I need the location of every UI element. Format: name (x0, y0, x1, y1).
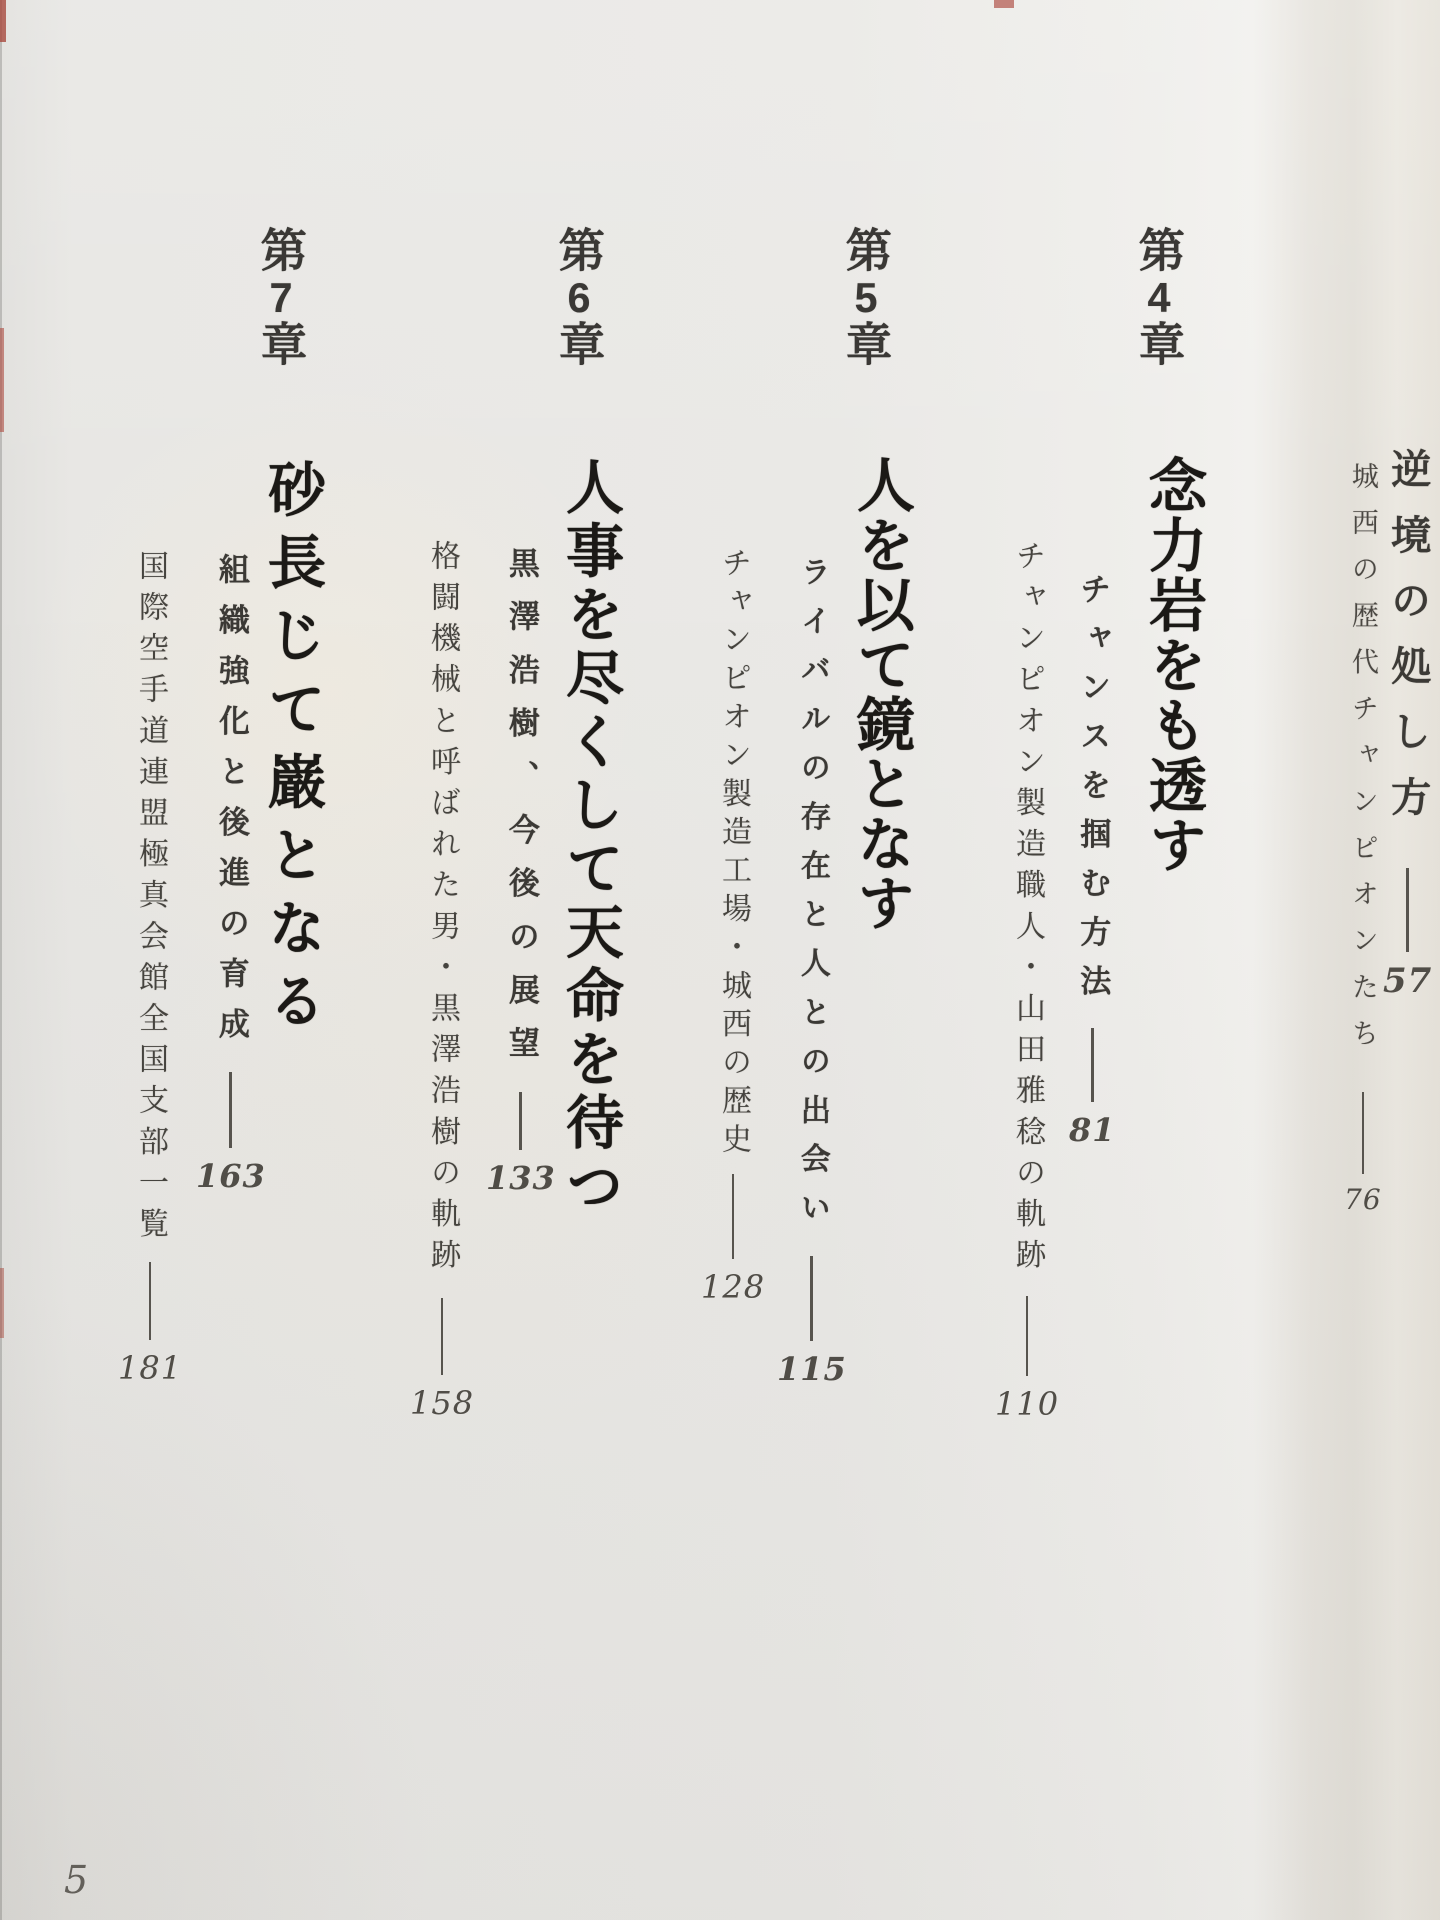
photo-edge-mark (994, 0, 1014, 8)
toc-item-page: 128 (701, 1268, 766, 1307)
leader-line (441, 1298, 443, 1375)
chapter-4-header (1133, 226, 1185, 373)
toc-item (196, 553, 266, 1194)
toc-item-page: 115 (777, 1349, 847, 1388)
toc-item (777, 556, 847, 1387)
leader-line (810, 1256, 813, 1341)
chapter-5-header (840, 226, 892, 373)
toc-item (1069, 573, 1116, 1148)
toc-item-page: 81 (1069, 1110, 1116, 1149)
leader-line (1406, 868, 1409, 952)
chapter-7-header (255, 226, 307, 373)
toc-item-page: 158 (410, 1383, 475, 1422)
toc-item-title: ライバルの存在と人との出会い (795, 556, 829, 1241)
toc-item-page: 57 (1383, 960, 1433, 1001)
toc-item (118, 550, 182, 1386)
toc-item-title: チャンピオン製造工場・城西の歴史 (717, 547, 751, 1162)
toc-item-page: 76 (1344, 1182, 1382, 1216)
toc-item-title: 国際空手道連盟極真会館全国支部一覧 (134, 550, 168, 1249)
chapter-number: 6 (567, 275, 591, 322)
photo-edge-mark (0, 328, 4, 432)
chapter-label-suffix: 章 (255, 319, 307, 373)
leader-line (1026, 1296, 1028, 1376)
toc-item-title: 格闘機械と呼ばれた男・黒澤浩樹の軌跡 (426, 540, 460, 1280)
leader-line (149, 1262, 151, 1340)
toc-item-title: 組織強化と後進の育成 (213, 553, 249, 1059)
photo-edge-mark (0, 0, 6, 42)
chapter-6-header (553, 226, 605, 373)
toc-item-page: 110 (995, 1384, 1060, 1423)
leader-line (519, 1092, 522, 1150)
toc-item-title: 城西の歴代チャンピオンたち (1347, 462, 1378, 1066)
leader-line (229, 1072, 232, 1148)
leader-line (1362, 1092, 1364, 1174)
chapter-4-title: 念力岩をも透す (1140, 455, 1205, 876)
chapter-5-title: 人を以て鏡となす (848, 455, 913, 933)
toc-item (486, 547, 556, 1196)
toc-item-page: 133 (486, 1159, 556, 1198)
toc-continued-item (1344, 462, 1382, 1216)
folio-page-number: 5 (64, 1858, 89, 1902)
chapter-number: 4 (1147, 275, 1171, 322)
toc-continued-item (1383, 448, 1432, 1000)
toc-item-page: 163 (196, 1157, 266, 1196)
toc-item-title: 逆境の処し方 (1385, 448, 1430, 842)
toc-item-page: 181 (118, 1348, 183, 1387)
chapter-7-title: 砂長じて巌となる (259, 459, 324, 1044)
toc-item (701, 547, 765, 1305)
toc-item-title: チャンピオン製造職人・山田雅稔の軌跡 (1011, 540, 1045, 1280)
page-edge-shadow (0, 0, 2, 1920)
chapter-label-suffix: 章 (840, 319, 892, 373)
chapter-label-prefix: 第 (840, 226, 892, 279)
chapter-label-suffix: 章 (1133, 319, 1185, 373)
chapter-label-prefix: 第 (255, 226, 307, 279)
chapter-label-prefix: 第 (1133, 226, 1185, 279)
toc-item-title: チャンスを掴む方法 (1075, 573, 1111, 1014)
leader-line (732, 1174, 734, 1259)
toc-item (410, 540, 474, 1421)
chapter-number: 5 (854, 275, 878, 322)
toc-item-title: 黒澤浩樹、今後の展望 (503, 547, 539, 1081)
chapter-label-prefix: 第 (553, 226, 605, 279)
leader-line (1091, 1028, 1094, 1102)
chapter-number: 7 (269, 275, 293, 322)
toc-item (995, 540, 1059, 1422)
chapter-label-suffix: 章 (553, 319, 605, 373)
photo-edge-mark (0, 1268, 4, 1338)
chapter-6-title: 人事を尽くして天命を待つ (557, 457, 622, 1220)
